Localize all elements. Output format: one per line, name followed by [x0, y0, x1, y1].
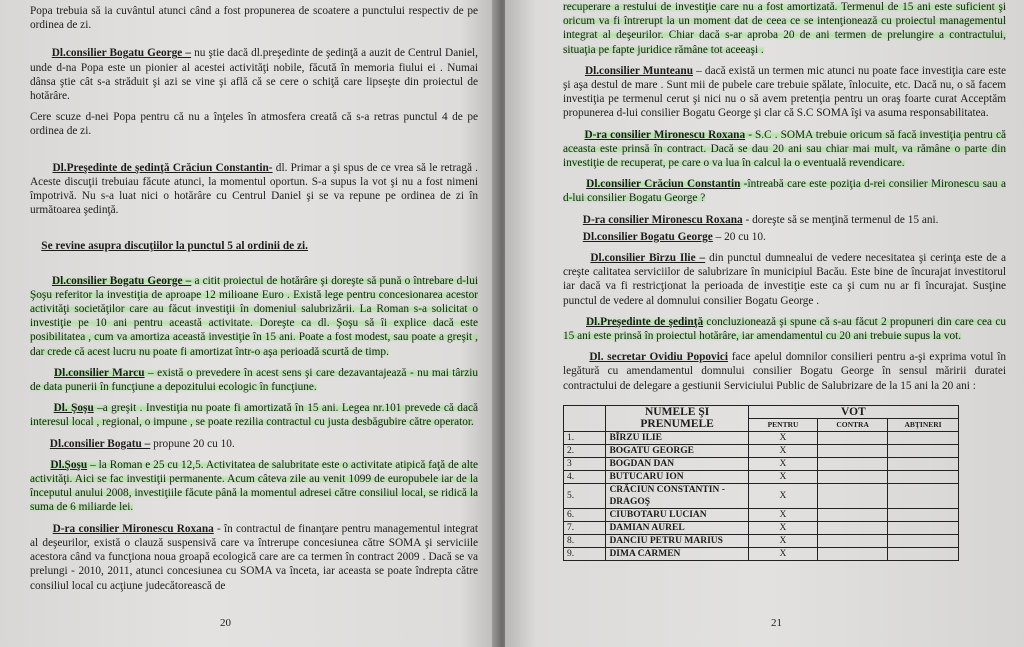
- paragraph-text: - S.C . SOMA trebuie oricum să facă investiţia pentru că aceasta este prinsă în contract. Dacă se dau 20 ani sau chiar mai mult, va rămâne o parte din investiţie de recuperat, pe care o va lua în calcul la o eventuală revendicare.: [563, 128, 1006, 170]
- vote-abstain-cell: [888, 444, 959, 457]
- vote-for-cell: X: [748, 483, 817, 508]
- vote-against-cell: [818, 483, 888, 508]
- paragraph-text: a citit proiectul de hotărâre şi doreşte să pună o întrebare d-lui Şoşu referitor la investiţia de aproape 12 milioane Euro . Există lege pentru concesionarea acestor activităţi societăţilor care au făcut investiţii în domeniul salubrizării. La Roman s-a solicitat o investiţie pe 10 ani pentru această activitate. Doreşte ca dl. Şoşu să îi explice dacă este posibilitatea , cum va amortiza această investiţie în 15 ani. Poate a fost modest, sau poate a greşit , dar crede că acest lucru nu poate fi amortizat într-o aşa perioadă scurtă de timp.: [30, 274, 478, 358]
- paragraph-text: – dacă există un termen mic atunci nu poate face investiţia care este şi aşa destul de mare . Sunt mii de pubele care trebuie spălate, înlocuite, etc. Dacă nu, o să facem investiţia pe termenul cerut şi nici nu o să avem pretenţia pentru un oraş foarte curat Acceptăm propunerea d-lui consilier Bogatu George şi clar că S.C SOMA îşi va asuma responsabilitatea.: [563, 64, 1006, 120]
- table-header-for: PENTRU: [748, 418, 817, 431]
- vote-for-cell: X: [748, 470, 817, 483]
- paragraph: [30, 366, 478, 394]
- speaker-name: Dl.consilier Munteanu: [584, 64, 693, 77]
- paragraph-text: -întreabă care este poziţia d-rei consilier Mironescu sau a d-lui consilier Bogatu George ?: [563, 178, 1006, 205]
- table-header-abstain: ABŢINERI: [888, 418, 959, 431]
- vote-for-cell: X: [748, 431, 817, 444]
- speaker-name: Dl.Preşedinte de şedinţă Crăciun Constantin-: [52, 161, 273, 174]
- paragraph: [30, 46, 478, 103]
- vote-abstain-cell: [888, 457, 959, 470]
- paragraph: [30, 458, 478, 515]
- paragraph: [563, 350, 1006, 393]
- paragraph-text: dl. Primar a şi spus de ce vrea să le retragă . Aceste discuţii trebuiau făcute atunci, la momentul oportun. S-a supus la vot şi nu a fost nimeni împotrivă. Nu s-a luat nici o hotărâre cu Centrul Daniel şi se va repune pe ordinea de zi în următoarea şedinţă.: [30, 161, 478, 217]
- table-header-nr: [564, 405, 606, 431]
- row-number: 2.: [564, 444, 606, 457]
- speaker-name: Dl.consilier Bogatu George –: [51, 47, 192, 60]
- councillor-name: BOGDAN DAN: [606, 457, 748, 470]
- row-number: 4.: [564, 470, 606, 483]
- speaker-name: Dl.consilier Bogatu –: [49, 437, 151, 450]
- speaker-name: Dl. Şoşu: [53, 402, 94, 415]
- paragraph-text: nu ştie dacă dl.preşedinte de şedinţă a auzit de Centrul Daniel, unde d-na Popa este un pionier al acestei activităţi nobile, făcută în memoria fiului ei . Numai dânsa ştie cât s-a străduit şi azi se vine şi află că se cere o schiţă care lipseşte din proiectul de hotărâre.: [30, 47, 478, 103]
- paragraph: [30, 437, 478, 451]
- row-number: 6.: [564, 508, 606, 521]
- vote-abstain-cell: [888, 547, 959, 560]
- speaker-name: Dl.consilier Bîrzu Ilie –: [590, 252, 706, 265]
- paragraph-text: din punctul dumnealui de vedere necesitatea şi cerinţa este de a creşte calitatea serviciilor de salubrizare în municipiul Bacău. Este bine de încurajat investitorul iar dacă va fi restricţionat la perioada de investiţie este ca şi cum nu ar fi încurajat. Susţine punctul de vedere al domnului consilier Bogatu George .: [563, 252, 1007, 307]
- paragraph: [563, 230, 1006, 244]
- speaker-name: Dl.Preşedinte de şedinţă: [586, 315, 704, 328]
- vote-abstain-cell: [888, 534, 959, 547]
- paragraph-text: – 20 cu 10.: [712, 230, 766, 243]
- councillor-name: BÎRZU ILIE: [606, 431, 748, 444]
- table-header-against: CONTRA: [818, 418, 888, 431]
- row-number: 8.: [564, 534, 606, 547]
- vote-against-cell: [818, 457, 888, 470]
- vote-table: [563, 405, 959, 561]
- vote-for-cell: X: [748, 444, 817, 457]
- vote-for-cell: X: [748, 534, 817, 547]
- paragraph: [30, 161, 478, 218]
- paragraph-text: - în contractul de finanţare pentru managementul integrat al deşeurilor, există o clauză suspensivă care va întrerupe concesiunea către SOMA şi serviciile acestora când va funcţiona noua groapă ecologică care are ca termen în contract 2009 . Dacă se va prelungi - 2010, 2011, atunci concesiunea cu SOMA va înceta, iar aceasta se poate îndrepta către consiliul local cu acţiune judecătorească de: [30, 522, 478, 592]
- vote-for-cell: X: [748, 457, 817, 470]
- row-number: 9.: [564, 547, 606, 560]
- paragraph-text: - doreşte să se menţină termenul de 15 ani.: [742, 213, 939, 226]
- councillor-name: DANCIU PETRU MARIUS: [606, 534, 748, 547]
- vote-for-cell: X: [748, 508, 817, 521]
- councillor-name: CRĂCIUN CONSTANTIN -DRAGOŞ: [606, 483, 748, 508]
- paragraph: Cere scuze d-nei Popa pentru că nu a înţeles în atmosfera creată că s-a retras punctul 4 de pe ordinea de zi.: [30, 111, 478, 138]
- paragraph: [563, 64, 1006, 121]
- vote-for-cell: X: [748, 521, 817, 534]
- vote-against-cell: [818, 508, 888, 521]
- page-number: 21: [771, 617, 782, 629]
- paragraph: [30, 401, 478, 429]
- speaker-name: Dl.consilier Bogatu George –: [51, 274, 192, 287]
- speaker-name: D-ra consilier Mironescu Roxana: [584, 128, 746, 141]
- paragraph-text: – există o prevedere în acest sens şi care dezavantajează - nu mai târziu de data punerii în funcţiune a depozitului ecologic în funcţiune.: [30, 366, 478, 394]
- row-number: 3: [564, 457, 606, 470]
- table-row: [564, 483, 959, 508]
- table-row: [564, 444, 959, 457]
- section-heading: Se revine asupra discuţiilor la punctul 5 al ordinii de zi.: [41, 240, 308, 253]
- paragraph: [563, 213, 1006, 227]
- page-right: [505, 0, 1024, 647]
- table-row: [564, 457, 959, 470]
- councillor-name: BUTUCARU ION: [606, 470, 748, 483]
- page-number: 20: [220, 617, 231, 629]
- vote-abstain-cell: [888, 431, 959, 444]
- page-left: [0, 0, 500, 647]
- table-row: [564, 508, 959, 521]
- vote-against-cell: [818, 431, 888, 444]
- row-number: 7.: [564, 521, 606, 534]
- speaker-name: D-ra consilier Mironescu Roxana: [52, 522, 214, 535]
- paragraph: [563, 177, 1006, 205]
- table-row: [564, 521, 959, 534]
- paragraph: [563, 128, 1006, 171]
- row-number: 5.: [564, 483, 606, 508]
- councillor-name: BOGATU GEORGE: [606, 444, 748, 457]
- table-header-vote: VOT: [748, 405, 958, 418]
- table-row: [564, 431, 959, 444]
- paragraph-text: – la Roman e 25 cu 12,5. Activitatea de salubritate este o activitate atipică faţă de alte activităţi. Aici se fac investiţii permanente. Acum câteva zile au venit 1099 de europubele iar de la începutul anului 2008, investiţiile făcute până la momentul adresei către consiliul local, se ridică la suma de 6 miliarde lei.: [30, 458, 478, 514]
- paragraph: [563, 315, 1006, 343]
- row-number: 1.: [564, 431, 606, 444]
- paragraph: [30, 274, 478, 359]
- table-row: [564, 534, 959, 547]
- speaker-name: D-ra consilier Mironescu Roxana: [582, 213, 743, 226]
- vote-against-cell: [818, 547, 888, 560]
- speaker-name: Dl.consilier Marcu: [54, 366, 145, 379]
- councillor-name: DIMA CARMEN: [606, 547, 748, 560]
- speaker-name: Dl.Şoşu: [50, 458, 88, 471]
- paragraph-text: concluzionează şi spune că s-au făcut 2 propuneri din care cea cu 15 ani este prinsă în proiectul hotărâre, iar amendamentul cu 20 ani trebuie supus la vot.: [563, 315, 1006, 343]
- vote-abstain-cell: [888, 470, 959, 483]
- vote-for-cell: X: [748, 547, 817, 560]
- paragraph-text: face apelul domnilor consilieri pentru a-şi exprima votul în legătură cu amendamentul domnului consilier Bogatu George în sensul măririi duratei contractului de delegare a gestiunii Serviciului Public de Salubrizare de la 15 ani la 20 ani :: [563, 351, 1006, 392]
- paragraph: [563, 251, 1006, 308]
- vote-against-cell: [818, 470, 888, 483]
- vote-abstain-cell: [888, 483, 959, 508]
- paragraph: Popa trebuia să ia cuvântul atunci când a fost propunerea de scoatere a punctului respectiv de pe ordinea de zi.: [30, 5, 478, 32]
- paragraph-text: propune 20 cu 10.: [150, 437, 235, 450]
- table-row: [564, 547, 959, 560]
- councillor-name: DAMIAN AUREL: [606, 521, 748, 534]
- paragraph-text: –a greşit . Investiţia nu poate fi amortizată în 15 ani. Legea nr.101 prevede că dacă interesul local , regional, o impune , se poate rezilia contractul cu justa desbăgubire către operator.: [30, 402, 478, 429]
- table-row: [564, 470, 959, 483]
- vote-against-cell: [818, 534, 888, 547]
- paragraph: [30, 522, 478, 593]
- speaker-name: Dl. secretar Ovidiu Popovici: [589, 351, 728, 364]
- vote-abstain-cell: [888, 521, 959, 534]
- table-header-name: NUMELE ŞI PRENUMELE: [606, 405, 748, 431]
- vote-abstain-cell: [888, 508, 959, 521]
- councillor-name: CIUBOTARU LUCIAN: [606, 508, 748, 521]
- paragraph: recuperare a restului de investiţie care nu a fost amortizată. Termenul de 15 ani este suficient şi oricum va fi întrerupt la un moment dat de ceea ce se intenţionează cu proiectul managementul integrat al deşeurilor. Chiar dacă s-ar aproba 20 de ani termen de prelungire a contractului, situaţia pe fapte juridice rămâne tot aceeaşi .: [563, 1, 1006, 56]
- speaker-name: Dl.consilier Bogatu George: [582, 230, 713, 243]
- speaker-name: Dl.consilier Crăciun Constantin: [586, 178, 741, 191]
- vote-against-cell: [818, 521, 888, 534]
- vote-against-cell: [818, 444, 888, 457]
